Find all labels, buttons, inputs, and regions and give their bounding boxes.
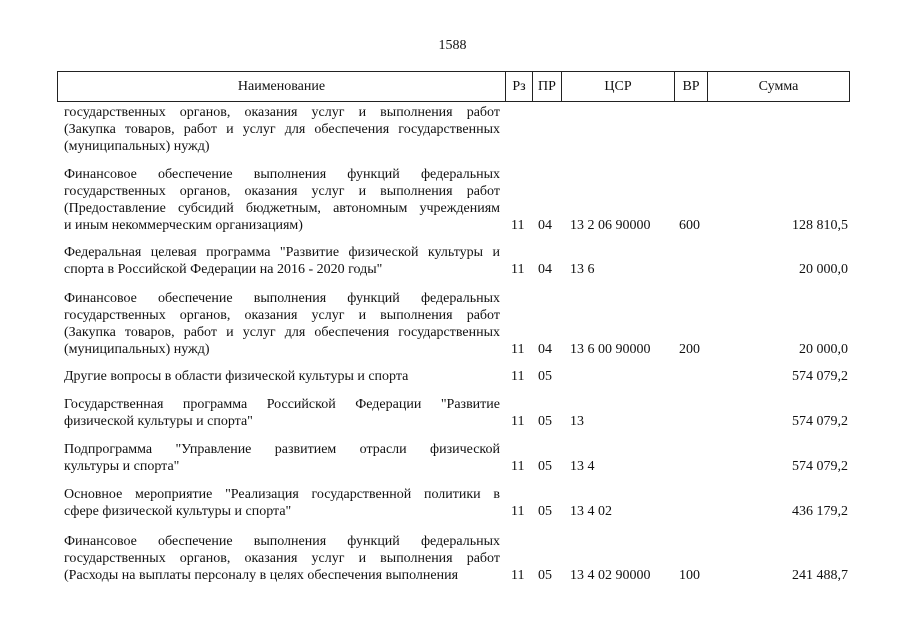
row-sum: 20 000,0 bbox=[799, 262, 848, 277]
row-name-line: Основное мероприятие "Реализация государственной политики в bbox=[64, 487, 500, 502]
row-name-line: государственных органов, оказания услуг и выполнения работ bbox=[64, 184, 500, 199]
header-vr: ВР bbox=[675, 72, 708, 101]
row-rz: 11 bbox=[511, 459, 525, 474]
row-rz: 11 bbox=[511, 218, 525, 233]
row-csr: 13 bbox=[570, 414, 584, 429]
row-name-line: физической культуры и спорта" bbox=[64, 414, 253, 429]
header-pr: ПР bbox=[533, 72, 562, 101]
row-pr: 04 bbox=[538, 342, 552, 357]
row-name bbox=[64, 368, 500, 385]
table-row bbox=[0, 368, 905, 385]
row-name-line: Финансовое обеспечение выполнения функций федеральных bbox=[64, 534, 500, 549]
row-rz: 11 bbox=[511, 342, 525, 357]
row-name-line: (муниципальных) нужд) bbox=[64, 139, 210, 154]
table-row bbox=[0, 166, 905, 234]
row-sum: 20 000,0 bbox=[799, 342, 848, 357]
row-csr: 13 6 00 90000 bbox=[570, 342, 651, 357]
header-sum: Сумма bbox=[758, 79, 799, 94]
header-name: Наименование bbox=[58, 72, 506, 101]
row-name bbox=[64, 396, 500, 430]
header-rz: Рз bbox=[506, 72, 533, 101]
row-name-line: Финансовое обеспечение выполнения функций федеральных bbox=[64, 291, 500, 306]
row-name bbox=[64, 441, 500, 475]
row-pr: 05 bbox=[538, 504, 552, 519]
table-row bbox=[0, 441, 905, 475]
row-sum: 241 488,7 bbox=[792, 568, 848, 583]
row-csr: 13 6 bbox=[570, 262, 595, 277]
row-name-line: Подпрограмма "Управление развитием отрасли физической bbox=[64, 442, 500, 457]
row-sum: 436 179,2 bbox=[792, 504, 848, 519]
row-name-line: государственных органов, оказания услуг и выполнения работ bbox=[64, 105, 500, 120]
row-name bbox=[64, 290, 500, 358]
table-row bbox=[0, 244, 905, 278]
table-row bbox=[0, 486, 905, 520]
row-name-line: Федеральная целевая программа "Развитие физической культуры и bbox=[64, 245, 500, 260]
row-name-line: и иным некоммерческим организациям) bbox=[64, 218, 303, 233]
header-csr: ЦСР bbox=[562, 72, 675, 101]
row-name-line: спорта в Российской Федерации на 2016 - 2020 годы" bbox=[64, 262, 383, 277]
row-name-line: государственных органов, оказания услуг и выполнения работ bbox=[64, 551, 500, 566]
row-name-line: Другие вопросы в области физической культуры и спорта bbox=[64, 369, 409, 384]
table-row bbox=[0, 104, 905, 155]
row-vr: 100 bbox=[679, 568, 700, 583]
table-header bbox=[57, 71, 850, 102]
row-sum: 128 810,5 bbox=[792, 218, 848, 233]
row-name-line: Государственная программа Российской Федерации "Развитие bbox=[64, 397, 500, 412]
row-csr: 13 4 02 90000 bbox=[570, 568, 651, 583]
row-name-line: (Предоставление субсидий бюджетным, автономным учреждениям bbox=[64, 201, 500, 216]
row-name-line: Финансовое обеспечение выполнения функций федеральных bbox=[64, 167, 500, 182]
row-rz: 11 bbox=[511, 414, 525, 429]
row-name-line: культуры и спорта" bbox=[64, 459, 180, 474]
row-name-line: сфере физической культуры и спорта" bbox=[64, 504, 292, 519]
row-name bbox=[64, 533, 500, 584]
row-pr: 05 bbox=[538, 459, 552, 474]
row-name bbox=[64, 244, 500, 278]
row-pr: 05 bbox=[538, 369, 552, 384]
row-name-line: (Закупка товаров, работ и услуг для обеспечения государственных bbox=[64, 325, 500, 340]
row-csr: 13 4 02 bbox=[570, 504, 612, 519]
row-pr: 04 bbox=[538, 262, 552, 277]
table-row bbox=[0, 290, 905, 358]
row-vr: 600 bbox=[679, 218, 700, 233]
row-pr: 05 bbox=[538, 414, 552, 429]
row-rz: 11 bbox=[511, 504, 525, 519]
row-name-line: (Закупка товаров, работ и услуг для обеспечения государственных bbox=[64, 122, 500, 137]
row-csr: 13 2 06 90000 bbox=[570, 218, 651, 233]
row-name bbox=[64, 486, 500, 520]
row-name bbox=[64, 166, 500, 234]
row-rz: 11 bbox=[511, 369, 525, 384]
row-name-line: государственных органов, оказания услуг и выполнения работ bbox=[64, 308, 500, 323]
table-row bbox=[0, 533, 905, 584]
row-rz: 11 bbox=[511, 262, 525, 277]
row-name-line: (муниципальных) нужд) bbox=[64, 342, 210, 357]
row-name-line: (Расходы на выплаты персоналу в целях обеспечения выполнения bbox=[64, 568, 459, 583]
row-sum: 574 079,2 bbox=[792, 369, 848, 384]
row-rz: 11 bbox=[511, 568, 525, 583]
row-sum: 574 079,2 bbox=[792, 414, 848, 429]
page-number: 1588 bbox=[438, 38, 467, 53]
row-sum: 574 079,2 bbox=[792, 459, 848, 474]
row-name bbox=[64, 104, 500, 155]
table-row bbox=[0, 396, 905, 430]
row-pr: 05 bbox=[538, 568, 552, 583]
row-csr: 13 4 bbox=[570, 459, 595, 474]
row-pr: 04 bbox=[538, 218, 552, 233]
row-vr: 200 bbox=[679, 342, 700, 357]
